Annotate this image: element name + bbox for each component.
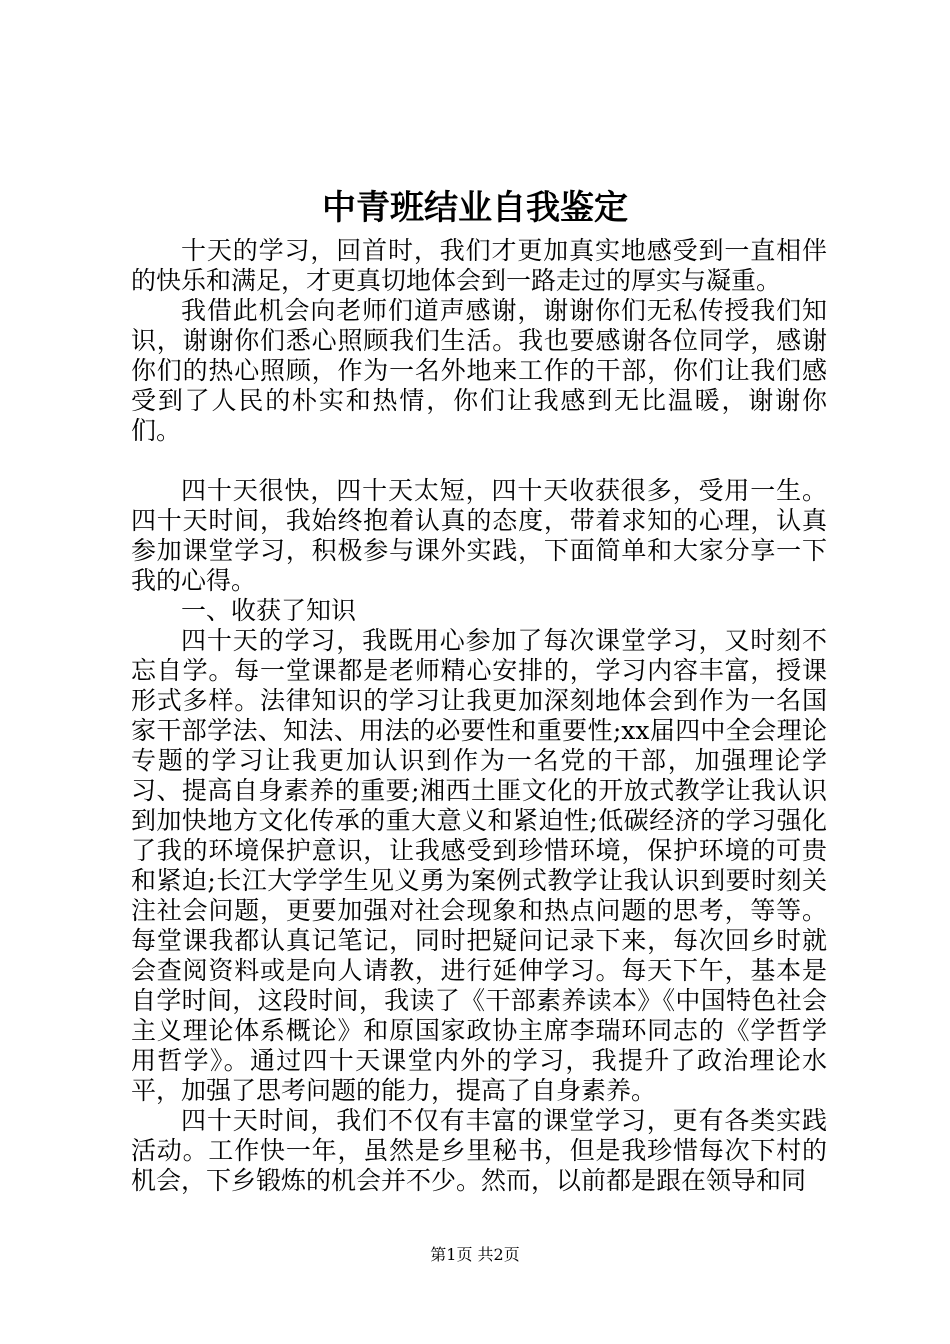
paragraph-overview: 四十天很快，四十天太短，四十天收获很多，受用一生。四十天时间，我始终抱着认真的态度，带着求知的心理，认真参加课堂学习，积极参与课外实践，下面简单和大家分享一下我的心得。	[131, 476, 827, 595]
document-body	[131, 236, 827, 1196]
paragraph-knowledge: 四十天的学习，我既用心参加了每次课堂学习，又时刻不忘自学。每一堂课都是老师精心安排的，学习内容丰富，授课形式多样。法律知识的学习让我更加深刻地体会到作为一名国家干部学法、知法、用法的必要性和重要性;xx届四中全会理论专题的学习让我更加认识到作为一名党的干部，加强理论学习、提高自身素养的重要;湘西土匪文化的开放式教学让我认识到加快地方文化传承的重大意义和紧迫性;低碳经济的学习强化了我的环境保护意识，让我感受到珍惜环境，保护环境的可贵和紧迫;长江大学学生见义勇为案例式教学让我认识到要时刻关注社会问题，更要加强对社会现象和热点问题的思考，等等。每堂课我都认真记笔记，同时把疑问记录下来，每次回乡时就会查阅资料或是向人请教，进行延伸学习。每天下午，基本是自学时间，这段时间，我读了《干部素养读本》《中国特色社会主义理论体系概论》和原国家政协主席李瑞环同志的《学哲学用哲学》。通过四十天课堂内外的学习，我提升了政治理论水平，加强了思考问题的能力，提高了自身素养。	[131, 626, 827, 1105]
paragraph-practice: 四十天时间，我们不仅有丰富的课堂学习，更有各类实践活动。工作快一年，虽然是乡里秘书，但是我珍惜每次下村的机会，下乡锻炼的机会并不少。然而，以前都是跟在领导和同	[131, 1106, 827, 1195]
section-heading-knowledge: 一、收获了知识	[181, 596, 357, 625]
document-title: 中青班结业自我鉴定	[322, 188, 628, 228]
page-footer: 第1页 共2页	[430, 1245, 520, 1264]
paragraph-thanks: 我借此机会向老师们道声感谢，谢谢你们无私传授我们知识，谢谢你们悉心照顾我们生活。我也要感谢各位同学，感谢你们的热心照顾，作为一名外地来工作的干部，你们让我们感受到了人民的朴实和热情，你们让我感到无比温暖，谢谢你们。	[131, 296, 827, 445]
paragraph-intro: 十天的学习，回首时，我们才更加真实地感受到一直相伴的快乐和满足，才更真切地体会到一路走过的厚实与凝重。	[131, 236, 827, 295]
